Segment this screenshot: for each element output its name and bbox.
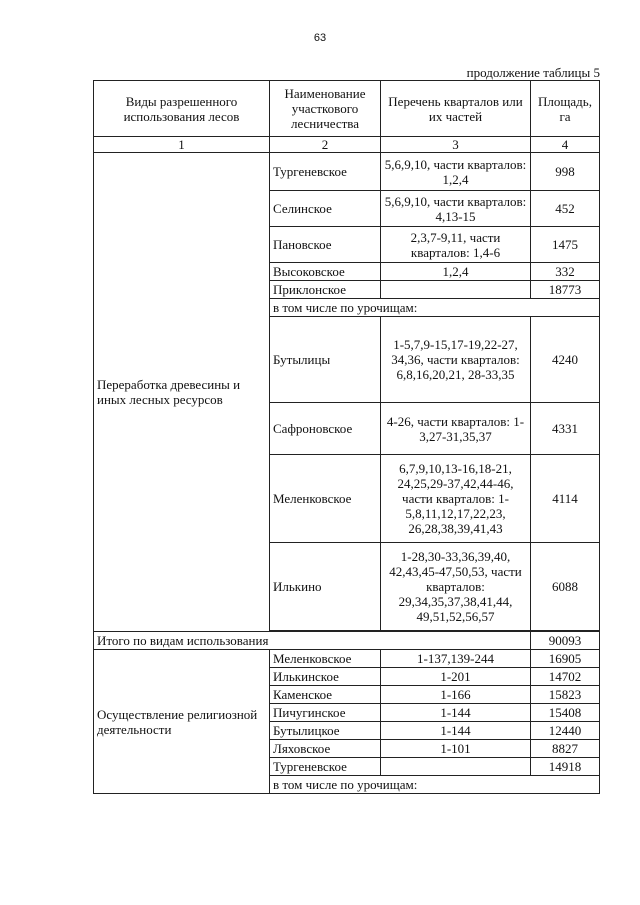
area-cell: 14702 xyxy=(531,668,600,686)
area-cell: 16905 xyxy=(531,650,600,668)
quarters-cell: 6,7,9,10,13-16,18-21, 24,25,29-37,42,44-46, части кварталов: 1-5,8,11,12,17,22,23, 26,28,38,39,41,43 xyxy=(381,455,531,543)
total-row xyxy=(94,632,600,650)
quarters-cell: 1-144 xyxy=(381,722,531,740)
column-number: 3 xyxy=(381,137,531,153)
quarters-cell: 1-5,7,9-15,17-19,22-27, 34,36, части кварталов: 6,8,16,20,21, 28-33,35 xyxy=(381,317,531,403)
forestry-cell: Илькинское xyxy=(270,668,381,686)
tract-cell: Сафроновское xyxy=(270,403,381,455)
area-cell: 452 xyxy=(531,191,600,227)
area-cell: 15823 xyxy=(531,686,600,704)
table-continuation-label: продолжение таблицы 5 xyxy=(466,65,600,80)
forestry-cell: Тургеневское xyxy=(270,758,381,776)
header-quarters: Перечень кварталов или их частей xyxy=(381,81,531,137)
area-cell: 14918 xyxy=(531,758,600,776)
page-number: 63 xyxy=(313,32,327,44)
forestry-cell: Пичугинское xyxy=(270,704,381,722)
header-area: Площадь, га xyxy=(531,81,600,137)
forestry-cell: Приклонское xyxy=(270,281,381,299)
tract-cell: Илькино xyxy=(270,543,381,631)
quarters-cell: 1-28,30-33,36,39,40, 42,43,45-47,50,53, части кварталов: 29,34,35,37,38,41,44, 49,51,52,56,57 xyxy=(381,543,531,631)
total-area: 90093 xyxy=(531,632,600,650)
forestry-cell: Меленковское xyxy=(270,650,381,668)
quarters-cell: 1-101 xyxy=(381,740,531,758)
quarters-cell: 1-137,139-244 xyxy=(381,650,531,668)
area-cell: 6088 xyxy=(531,543,600,631)
forestry-cell: Высоковское xyxy=(270,263,381,281)
forest-use-table xyxy=(93,80,600,794)
area-cell: 332 xyxy=(531,263,600,281)
area-cell: 1475 xyxy=(531,227,600,263)
tracts-subheader: в том числе по урочищам: xyxy=(270,776,600,794)
area-cell: 4331 xyxy=(531,403,600,455)
area-cell: 4240 xyxy=(531,317,600,403)
quarters-cell xyxy=(381,758,531,776)
area-cell: 998 xyxy=(531,153,600,191)
area-cell: 12440 xyxy=(531,722,600,740)
header-forestry: Наименование участкового лесничества xyxy=(270,81,381,137)
table-row xyxy=(94,650,600,668)
use-type-cell: Осуществление религиозной деятельности xyxy=(94,650,270,794)
forestry-cell: Каменское xyxy=(270,686,381,704)
area-cell: 4114 xyxy=(531,455,600,543)
quarters-cell: 1,2,4 xyxy=(381,263,531,281)
forestry-cell: Селинское xyxy=(270,191,381,227)
quarters-cell: 1-166 xyxy=(381,686,531,704)
header-row xyxy=(94,81,600,137)
header-use-type: Виды разрешенного использования лесов xyxy=(94,81,270,137)
use-type-cell: Переработка древесины и иных лесных ресурсов xyxy=(94,153,270,632)
quarters-cell xyxy=(381,281,531,299)
total-label: Итого по видам использования xyxy=(94,632,531,650)
forestry-cell: Пановское xyxy=(270,227,381,263)
area-cell: 8827 xyxy=(531,740,600,758)
quarters-cell: 1-201 xyxy=(381,668,531,686)
column-number-row xyxy=(94,137,600,153)
quarters-cell: 5,6,9,10, части кварталов: 1,2,4 xyxy=(381,153,531,191)
tract-cell: Бутылицы xyxy=(270,317,381,403)
quarters-cell: 4-26, части кварталов: 1-3,27-31,35,37 xyxy=(381,403,531,455)
column-number: 4 xyxy=(531,137,600,153)
table-row xyxy=(94,153,600,191)
quarters-cell: 2,3,7-9,11, части кварталов: 1,4-6 xyxy=(381,227,531,263)
column-number: 1 xyxy=(94,137,270,153)
forestry-cell: Тургеневское xyxy=(270,153,381,191)
quarters-cell: 1-144 xyxy=(381,704,531,722)
tracts-subheader: в том числе по урочищам: xyxy=(270,299,600,317)
tract-cell: Меленковское xyxy=(270,455,381,543)
forestry-cell: Ляховское xyxy=(270,740,381,758)
quarters-cell: 5,6,9,10, части кварталов: 4,13-15 xyxy=(381,191,531,227)
column-number: 2 xyxy=(270,137,381,153)
area-cell: 15408 xyxy=(531,704,600,722)
forestry-cell: Бутылицкое xyxy=(270,722,381,740)
area-cell: 18773 xyxy=(531,281,600,299)
